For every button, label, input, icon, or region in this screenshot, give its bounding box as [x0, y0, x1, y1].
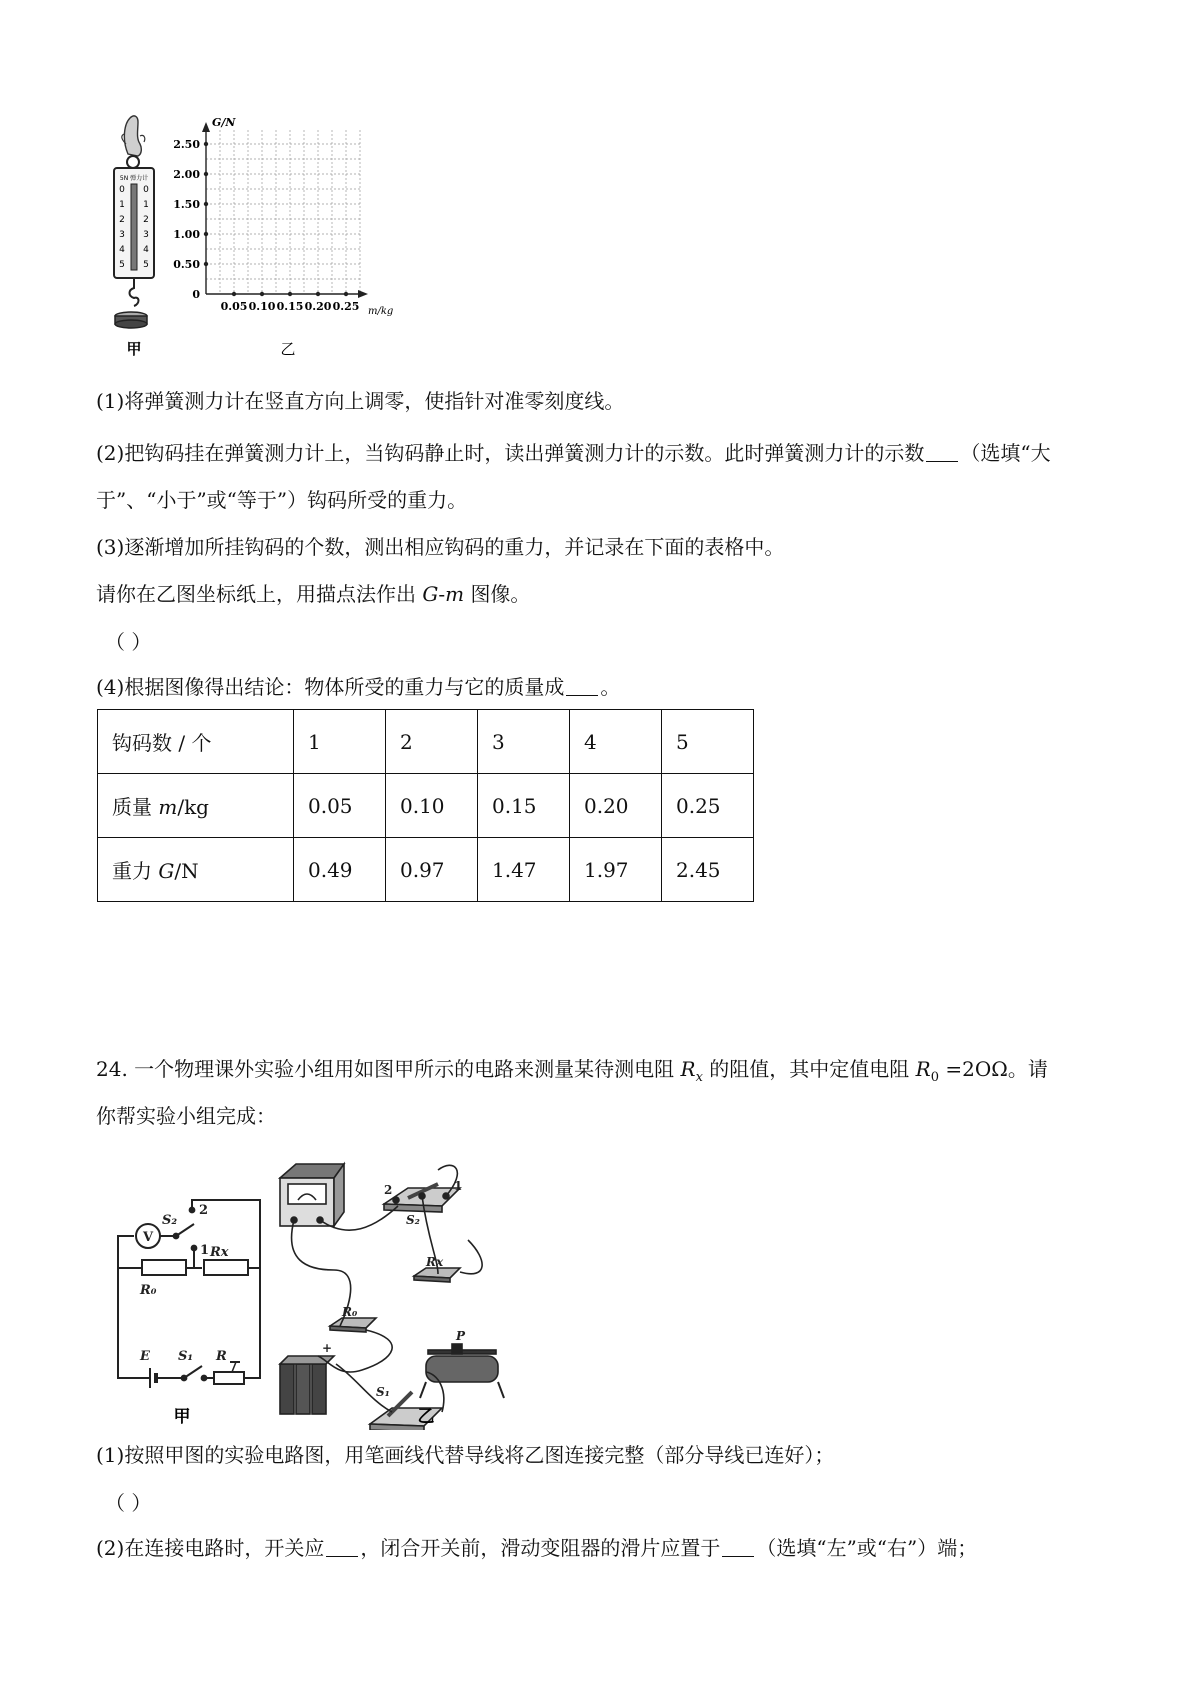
answer-blank[interactable]: [926, 441, 958, 462]
q24-step1: [96, 1440, 834, 1470]
scale-right-1: 1: [143, 200, 149, 210]
q24-intro-b: 的阻值，其中定值电阻: [702, 1057, 916, 1081]
table-cell: 0.10: [386, 774, 478, 838]
label-pos2-device: 2: [384, 1183, 393, 1197]
dash: -: [438, 582, 446, 606]
table-cell: 0.49: [294, 838, 386, 902]
label-plus: +: [322, 1341, 333, 1355]
label-s1: S₁: [178, 1349, 194, 1364]
y-tick-mark: [204, 202, 208, 206]
y-tick-0: 0: [192, 288, 200, 301]
table-cell: 2: [386, 710, 478, 774]
row-label-text: 质量: [112, 795, 159, 819]
rheostat-device: [420, 1344, 504, 1398]
x-tick-005: 0.05: [220, 300, 248, 313]
q24-intro-a: 24. 一个物理课外实验小组用如图甲所示的电路来测量某待测电阻: [96, 1057, 681, 1081]
x-tick-mark: [316, 292, 320, 296]
q24-intro-c: =2OΩ。请: [939, 1057, 1048, 1081]
x-tick-mark: [232, 292, 236, 296]
row-label: [98, 710, 294, 774]
table-row: [98, 710, 754, 774]
scale-left-3: 3: [119, 230, 125, 240]
y-tick-mark: [204, 232, 208, 236]
q23-draw-instruction: [96, 579, 530, 609]
battery-device: [280, 1356, 334, 1414]
meter-label: 5N 弹力计: [119, 175, 149, 182]
label-s2-device: S₂: [406, 1213, 420, 1227]
scale-left-0: 0: [119, 185, 125, 195]
label-yi-1: 乙: [280, 340, 296, 358]
scale-right-4: 4: [143, 245, 149, 255]
label-r0-device: R₀: [342, 1305, 358, 1319]
x-axis-label: m/kg: [368, 306, 394, 317]
q23-step2-text-a: (2)把钩码挂在弹簧测力计上，当钩码静止时，读出弹簧测力计的示数。此时弹簧测力计的示数: [96, 441, 925, 465]
label-p: P: [456, 1329, 466, 1343]
table-cell: 1.47: [478, 838, 570, 902]
label-pos2: 2: [199, 1203, 209, 1218]
q23-answer-paren[interactable]: [105, 627, 151, 657]
y-tick-mark: [204, 142, 208, 146]
table-cell: 1.97: [570, 838, 662, 902]
q24-intro-line2-text: 你帮实验小组完成：: [96, 1104, 276, 1128]
table-cell: 0.20: [570, 774, 662, 838]
q24-step2-a: (2)在连接电路时，开关应: [96, 1536, 325, 1560]
label-e: E: [140, 1349, 150, 1364]
table-cell: 2.45: [662, 838, 754, 902]
scale-left-1: 1: [119, 200, 125, 210]
label-pos1: 1: [200, 1243, 210, 1258]
q23-step3-text: (3)逐渐增加所挂钩码的个数，测出相应钩码的重力，并记录在下面的表格中。: [96, 535, 785, 559]
q24-intro: [96, 1054, 1048, 1093]
graph-paper: [202, 122, 368, 298]
data-table: [97, 709, 754, 902]
scale-left-5: 5: [119, 260, 125, 270]
hand-icon: [122, 116, 145, 156]
table-cell: 0.97: [386, 838, 478, 902]
q23-step4-text-b: 。: [600, 675, 621, 699]
hook-weight: [115, 312, 147, 328]
resistor-rx: [204, 1260, 248, 1275]
table-cell: 0.25: [662, 774, 754, 838]
table-cell: 4: [570, 710, 662, 774]
table-cell: 1: [294, 710, 386, 774]
row-label-var: m: [158, 795, 178, 819]
y-tick-100: 1.00: [173, 228, 200, 241]
y-tick-200: 2.00: [173, 168, 200, 181]
var-g: G: [422, 582, 439, 606]
label-s1-device: S₁: [376, 1385, 390, 1399]
q23-draw-b: 图像。: [470, 582, 531, 606]
q23-step2-line2: [96, 485, 467, 515]
resistor-r0-device: [330, 1318, 376, 1332]
q23-step1: [96, 386, 624, 416]
resistor-r0: [142, 1260, 186, 1275]
row-label: [98, 838, 294, 902]
q23-step2-text-b: （选填“大: [960, 441, 1051, 465]
table-cell: 5: [662, 710, 754, 774]
y-tick-050: 0.50: [173, 258, 200, 271]
label-rp: R: [216, 1349, 227, 1364]
y-tick-250: 2.50: [173, 138, 200, 151]
var-m: m: [445, 582, 465, 606]
q23-draw-a: 请你在乙图坐标纸上，用描点法作出: [96, 582, 416, 606]
q23-step3: [96, 532, 784, 562]
label-rx: Rx: [210, 1245, 229, 1260]
label-pos1-device: 1: [454, 1179, 463, 1193]
label-s2: S₂: [162, 1213, 178, 1228]
table-cell: 3: [478, 710, 570, 774]
scale-right-0: 0: [143, 185, 149, 195]
label-jia-1: 甲: [126, 340, 142, 358]
rheostat: [214, 1372, 244, 1384]
row-label-var: G: [158, 859, 175, 883]
answer-blank[interactable]: [722, 1536, 754, 1557]
var-r0: R: [915, 1057, 931, 1081]
table-cell: 0.15: [478, 774, 570, 838]
label-yi-2: 乙: [417, 1407, 435, 1427]
row-label-text: 钩码数 / 个: [112, 731, 212, 755]
q24-step1-text: (1)按照甲图的实验电路图，用笔画线代替导线将乙图连接完整（部分导线已连好）；: [96, 1443, 835, 1467]
x-tick-025: 0.25: [332, 300, 360, 313]
table-row: [98, 838, 754, 902]
label-v: V: [142, 1230, 154, 1245]
q24-paren-text: （ ）: [105, 1491, 152, 1515]
scale-right-5: 5: [143, 260, 149, 270]
y-axis-label: G/N: [212, 116, 236, 129]
q23-step4-text-a: (4)根据图像得出结论：物体所受的重力与它的质量成: [96, 675, 565, 699]
q24-step2: [96, 1533, 977, 1563]
row-label: [98, 774, 294, 838]
q24-step2-b: ，闭合开关前，滑动变阻器的滑片应置于: [360, 1536, 721, 1560]
q24-answer-paren[interactable]: [105, 1488, 151, 1518]
scale-right-3: 3: [143, 230, 149, 240]
row-label-unit: /kg: [177, 795, 209, 819]
q24-intro-line2: [96, 1101, 276, 1131]
x-tick-mark: [260, 292, 264, 296]
physical-circuit: [280, 1164, 504, 1430]
q24-step2-c: （选填“左”或“右”）端；: [756, 1536, 978, 1560]
answer-blank[interactable]: [326, 1536, 358, 1557]
switch-s1: [184, 1366, 202, 1378]
table-cell: 0.05: [294, 774, 386, 838]
y-tick-150: 1.50: [173, 198, 200, 211]
answer-blank[interactable]: [566, 675, 598, 696]
q23-paren-text: （ ）: [105, 630, 152, 654]
x-tick-010: 0.10: [248, 300, 276, 313]
y-tick-mark: [204, 262, 208, 266]
x-tick-mark: [344, 292, 348, 296]
q23-step2-text-line2: 于”、“小于”或“等于”）钩码所受的重力。: [96, 488, 468, 512]
scale-left-2: 2: [119, 215, 125, 225]
figure-gravity-experiment: [100, 110, 440, 370]
x-tick-020: 0.20: [304, 300, 332, 313]
q23-step1-text: (1)将弹簧测力计在竖直方向上调零，使指针对准零刻度线。: [96, 389, 625, 413]
figure-circuit: [108, 1150, 558, 1430]
scale-left-4: 4: [119, 245, 125, 255]
sub-x: x: [695, 1070, 703, 1085]
row-label-text: 重力: [112, 859, 159, 883]
y-tick-mark: [204, 172, 208, 176]
label-rx-device: Rx: [426, 1255, 444, 1269]
q23-step4: [96, 672, 620, 702]
x-tick-015: 0.15: [276, 300, 304, 313]
table-row: [98, 774, 754, 838]
q23-step2: [96, 438, 1051, 468]
label-jia-2: 甲: [173, 1407, 191, 1427]
row-label-unit: /N: [174, 859, 199, 883]
label-r0: R₀: [140, 1283, 157, 1298]
sub-0: 0: [930, 1070, 939, 1085]
switch-s2: [176, 1224, 194, 1236]
voltmeter-device: [280, 1164, 344, 1226]
x-tick-mark: [288, 292, 292, 296]
var-r: R: [680, 1057, 696, 1081]
scale-right-2: 2: [143, 215, 149, 225]
